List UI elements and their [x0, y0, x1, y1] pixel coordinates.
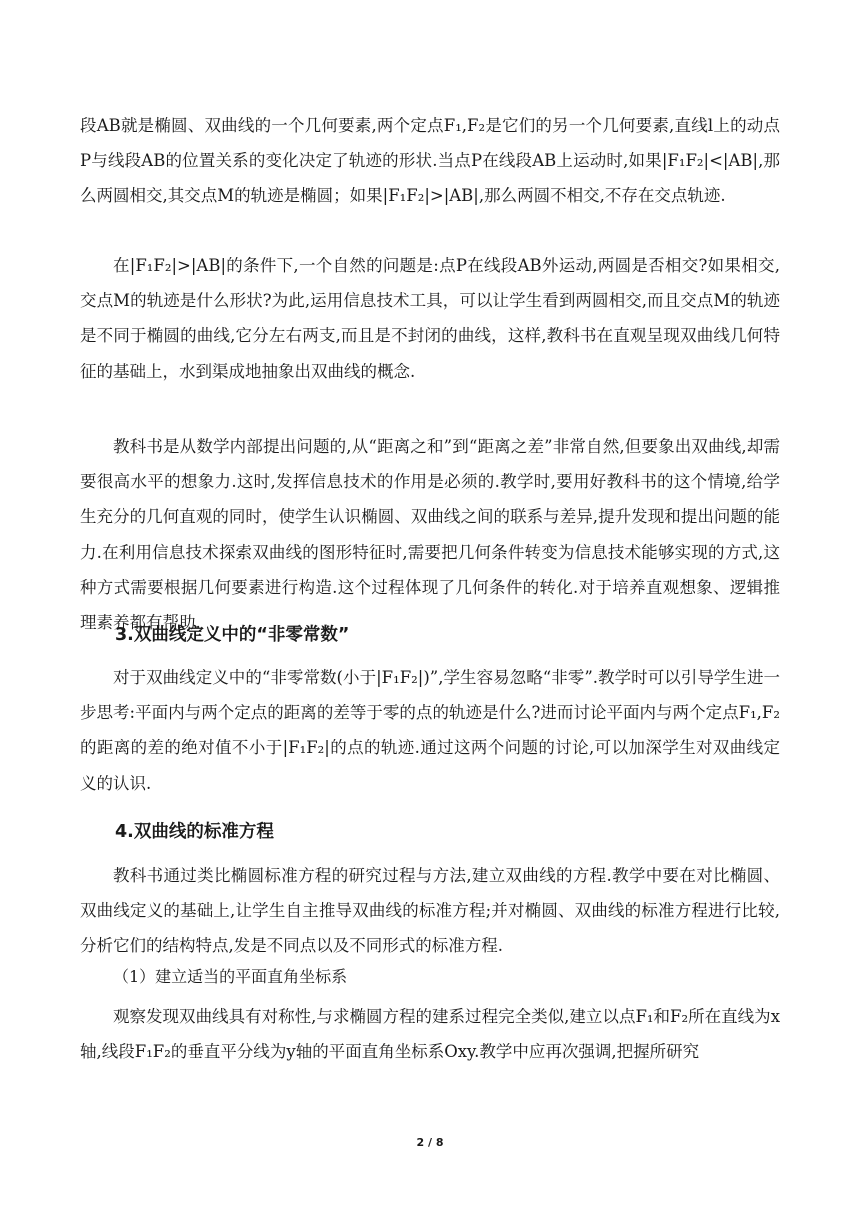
paragraph-4: 对于双曲线定义中的“非零常数(小于|F₁F₂|)”,学生容易忽略“非零”.教学时可以引导学生进一步思考:平面内与两个定点的距离的差等于零的点的轨迹是什么?进而讨论平面内与两个定点F₁,F₂的距离的差的绝对值不小于|F₁F₂|的点的轨迹.通过这两个问题的讨论,可以加深学生对双曲线定义的认识.	[80, 668, 780, 793]
section-heading-3: 3.双曲线定义中的“非零常数”	[115, 625, 350, 645]
paragraph-2: 在|F₁F₂|>|AB|的条件下,一个自然的问题是:点P在线段AB外运动,两圆是否相交?如果相交,交点M的轨迹是什么形状?为此,运用信息技术工具，可以让学生看到两圆相交,而且交点M的轨迹是不同于椭圆的曲线,它分左右两支,而且是不封闭的曲线，这样,教科书在直观呈现双曲线几何特征的基础上，水到渠成地抽象出双曲线的概念.	[80, 256, 780, 381]
paragraph-3: 教科书是从数学内部提出问题的,从“距离之和”到“距离之差”非常自然,但要象出双曲线,却需要很高水平的想象力.这时,发挥信息技术的作用是必须的.教学时,要用好教科书的这个情境,给学生充分的几何直观的同时，使学生认识椭圆、双曲线之间的联系与差异,提升发现和提出问题的能力.在利用信息技术探索双曲线的图形特征时,需要把几何条件转变为信息技术能够实现的方式,这种方式需要根据几何要素进行构造.这个过程体现了几何条件的转化.对于培养直观想象、逻辑推理素养都有帮助.	[80, 437, 780, 633]
paragraph-6: 观察发现双曲线具有对称性,与求椭圆方程的建系过程完全类似,建立以点F₁和F₂所在直线为x轴,线段F₁F₂的垂直平分线为y轴的平面直角坐标系Oxy.教学中应再次强调,把握所研究	[80, 1007, 780, 1062]
paragraph-5: 教科书通过类比椭圆标准方程的研究过程与方法,建立双曲线的方程.教学中要在对比椭圆、双曲线定义的基础上,让学生自主推导双曲线的标准方程;并对椭圆、双曲线的标准方程进行比较,分析它们的结构特点,发是不同点以及不同形式的标准方程.	[80, 866, 780, 956]
page-number: 2 / 8	[416, 1136, 444, 1149]
section-heading-4: 4.双曲线的标准方程	[115, 822, 274, 842]
subheading-coordinate-system: （1）建立适当的平面直角坐标系	[113, 967, 348, 986]
paragraph-1: 段AB就是椭圆、双曲线的一个几何要素,两个定点F₁,F₂是它们的另一个几何要素,直线l上的动点P与线段AB的位置关系的变化决定了轨迹的形状.当点P在线段AB上运动时,如果|F₁F₂|<|AB|,那么两圆相交,其交点M的轨迹是椭圆；如果|F₁F₂|>|AB|,那么两圆不相交,不存在交点轨迹.	[80, 116, 780, 206]
